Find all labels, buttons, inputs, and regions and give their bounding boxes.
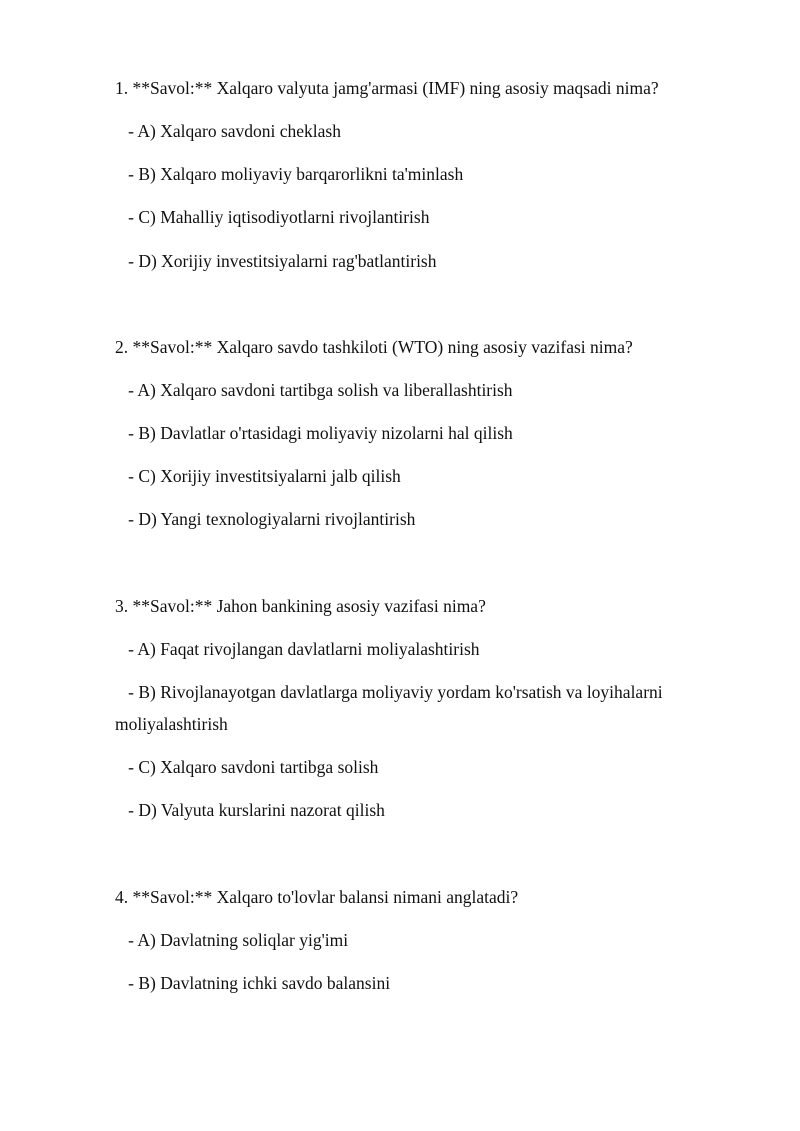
question-text: 2. **Savol:** Xalqaro savdo tashkiloti (WTO) ning asosiy vazifasi nima? (115, 337, 633, 357)
answer-option-d: - D) Valyuta kurslarini nazorat qilish (115, 800, 385, 820)
answer-option-d: - D) Xorijiy investitsiyalarni rag'batlantirish (115, 251, 437, 271)
question-text: 4. **Savol:** Xalqaro to'lovlar balansi nimani anglatadi? (115, 887, 519, 907)
answer-option-c: - C) Xalqaro savdoni tartibga solish (115, 757, 379, 777)
answer-option-b: - B) Rivojlanayotgan davlatlarga moliyaviy yordam ko'rsatish va loyihalarni (115, 682, 663, 702)
answer-option-c: - C) Mahalliy iqtisodiyotlarni rivojlantirish (115, 207, 430, 227)
answer-option-b: - B) Davlatlar o'rtasidagi moliyaviy nizolarni hal qilish (115, 423, 513, 443)
answer-option-c: - C) Xorijiy investitsiyalarni jalb qilish (115, 466, 401, 486)
question-text: 3. **Savol:** Jahon bankining asosiy vazifasi nima? (115, 596, 486, 616)
answer-option-b-continued: moliyalashtirish (115, 714, 228, 734)
answer-option-a: - A) Davlatning soliqlar yig'imi (115, 930, 349, 950)
answer-option-a: - A) Xalqaro savdoni tartibga solish va liberallashtirish (115, 380, 513, 400)
answer-option-b: - B) Davlatning ichki savdo balansini (115, 973, 391, 993)
question-text: 1. **Savol:** Xalqaro valyuta jamg'armasi (IMF) ning asosiy maqsadi nima? (115, 78, 659, 98)
answer-option-a: - A) Xalqaro savdoni cheklash (115, 121, 341, 141)
answer-option-d: - D) Yangi texnologiyalarni rivojlantirish (115, 509, 416, 529)
answer-option-a: - A) Faqat rivojlangan davlatlarni moliyalashtirish (115, 639, 480, 659)
answer-option-b: - B) Xalqaro moliyaviy barqarorlikni ta'minlash (115, 164, 464, 184)
